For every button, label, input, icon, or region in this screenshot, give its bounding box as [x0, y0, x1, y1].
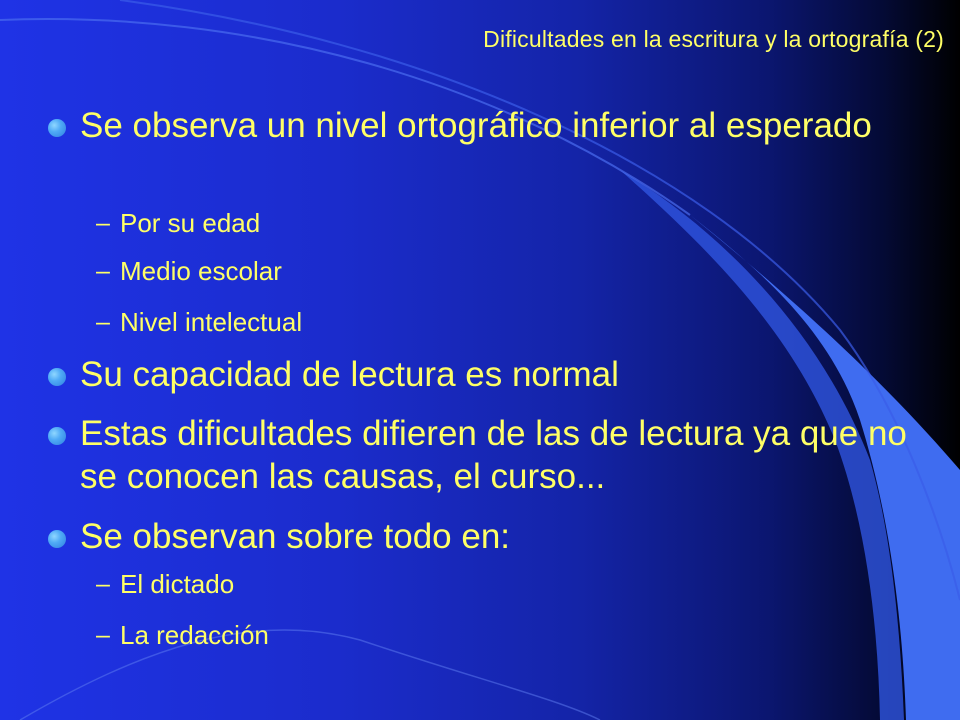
bullet-text: Su capacidad de lectura es normal — [80, 355, 619, 394]
swoosh-line-outer — [120, 0, 960, 600]
sub-item-text: El dictado — [120, 569, 235, 599]
bullet-text: Se observa un nivel ortográfico inferior al esperado — [80, 106, 872, 145]
dash-icon: – — [96, 570, 110, 598]
bullet-dot-icon — [48, 427, 66, 445]
dash-icon: – — [96, 308, 110, 336]
bullet-text: Se observan sobre todo en: — [80, 517, 511, 556]
sub-item-text: Nivel intelectual — [120, 307, 303, 337]
bullet-dot-icon — [48, 119, 66, 137]
sub-item — [96, 206, 696, 240]
sub-item — [96, 305, 696, 339]
sub-item-text: Por su edad — [120, 208, 261, 238]
sub-item — [96, 618, 696, 652]
sub-item-text: La redacción — [120, 620, 269, 650]
bullet-dot-icon — [48, 530, 66, 548]
bullet-text: Estas dificultades difieren de las de lectura ya que no se conocen las causas, el curso... — [80, 414, 907, 496]
sub-item — [96, 254, 696, 288]
dash-icon: – — [96, 209, 110, 237]
sub-item-text: Medio escolar — [120, 256, 282, 286]
slide-title: Dificultades en la escritura y la ortografía (2) — [483, 26, 944, 52]
bullet-dot-icon — [48, 368, 66, 386]
dash-icon: – — [96, 257, 110, 285]
sub-item — [96, 567, 696, 601]
dash-icon: – — [96, 621, 110, 649]
